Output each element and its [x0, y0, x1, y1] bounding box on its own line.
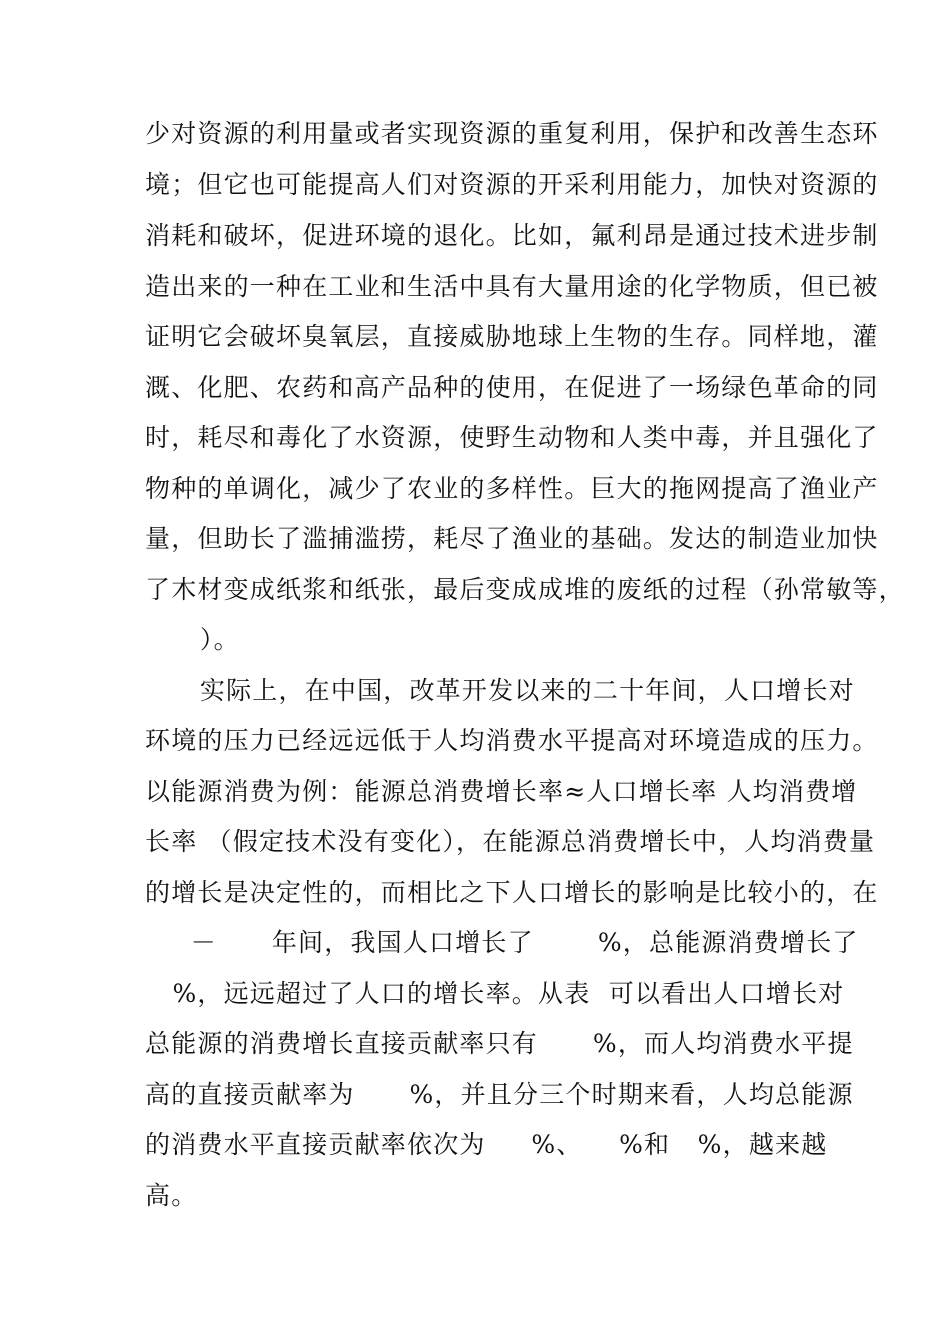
paragraph-line: 高的直接贡献率为 %，并且分三个时期来看，人均总能源 — [145, 1080, 854, 1109]
paragraph-line: 造出来的一种在工业和生活中具有大量用途的化学物质，但已被 — [145, 272, 879, 301]
paragraph-line: 溉、化肥、农药和高产品种的使用，在促进了一场绿色革命的同 — [145, 373, 879, 402]
paragraph-line: 的增长是决定性的，而相比之下人口增长的影响是比较小的，在 — [145, 878, 879, 907]
paragraph-line: 环境的压力已经远远低于人均消费水平提高对环境造成的压力。 — [145, 726, 879, 755]
paragraph-line: 境；但它也可能提高人们对资源的开采利用能力，加快对资源的 — [145, 170, 879, 199]
paragraph-line: － 年间，我国人口增长了 %，总能源消费增长了 — [145, 928, 859, 957]
paragraph-line: 高。 — [145, 1181, 198, 1210]
paragraph-line: 长率 （假定技术没有变化），在能源总消费增长中，人均消费量 — [145, 827, 876, 856]
paragraph-line: ）。 — [145, 625, 240, 654]
paragraph-line: 少对资源的利用量或者实现资源的重复利用，保护和改善生态环 — [145, 119, 879, 148]
paragraph-line: 以能源消费为例：能源总消费增长率≈人口增长率 人均消费增 — [145, 777, 858, 806]
paragraph-line: 时，耗尽和毒化了水资源，使野生动物和人类中毒，并且强化了 — [145, 423, 879, 452]
paragraph-line: 物种的单调化，减少了农业的多样性。巨大的拖网提高了渔业产 — [145, 474, 879, 503]
paragraph-line: %，远远超过了人口的增长率。从表 可以看出人口增长对 — [145, 979, 845, 1008]
paragraph-line: 了木材变成纸浆和纸张，最后变成成堆的废纸的过程（孙常敏等， — [145, 575, 905, 604]
paragraph-line: 的消费水平直接贡献率依次为 %、 %和 %，越来越 — [145, 1130, 828, 1159]
paragraph-line: 证明它会破坏臭氧层，直接威胁地球上生物的生存。同样地，灌 — [145, 322, 879, 351]
paragraph-line: 消耗和破坏，促进环境的退化。比如，氟利昂是通过技术进步制 — [145, 221, 879, 250]
paragraph-line: 总能源的消费增长直接贡献率只有 %，而人均消费水平提 — [145, 1029, 854, 1058]
paragraph-line: 实际上，在中国，改革开发以来的二十年间，人口增长对 — [145, 676, 855, 705]
paragraph-line: 量，但助长了滥捕滥捞，耗尽了渔业的基础。发达的制造业加快 — [145, 524, 879, 553]
